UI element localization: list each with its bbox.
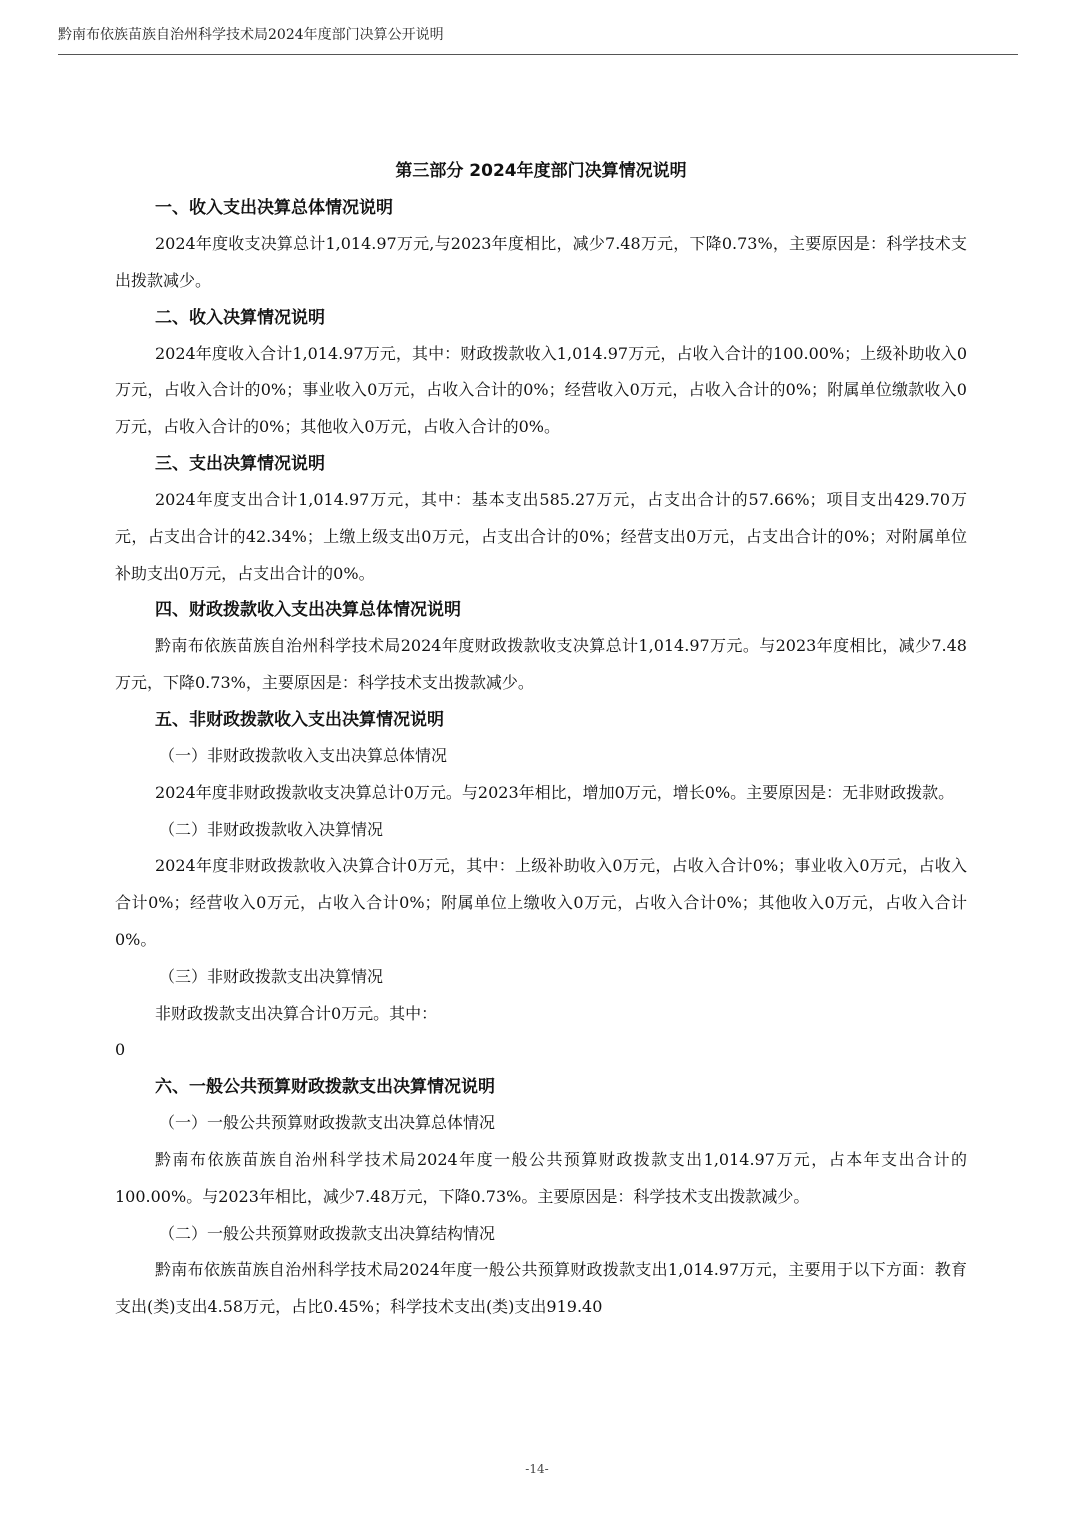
paragraph: 2024年度收入合计1,014.97万元，其中：财政拨款收入1,014.97万元，占收入合计的100.00%；上级补助收入0万元，占收入合计的0%；事业收入0万元，占收入合计的0%；经营收入0万元，占收入合计的0%；附属单位缴款收入0万元，占收入合计的0%；其他收入0万元，占收入合计的0%。 (115, 343, 967, 437)
paragraph-value: 0 (115, 1040, 126, 1060)
section-heading-6: 六、一般公共预算财政拨款支出决算情况说明 (155, 1077, 495, 1098)
page-number: -14- (525, 1462, 549, 1476)
paragraph: 黔南布依族苗族自治州科学技术局2024年度一般公共预算财政拨款支出1,014.97万元，占本年支出合计的100.00%。与2023年相比，减少7.48万元，下降0.73%。主要原因是：科学技术支出拨款减少。 (115, 1149, 967, 1206)
section-heading-5: 五、非财政拨款收入支出决算情况说明 (155, 709, 444, 730)
paragraph: 2024年度支出合计1,014.97万元，其中：基本支出585.27万元，占支出合计的57.66%；项目支出429.70万元，占支出合计的42.34%；上缴上级支出0万元，占支出合计的0%；经营支出0万元，占支出合计的0%；对附属单位补助支出0万元，占支出合计的0%。 (115, 489, 967, 583)
subsection-heading: （一）一般公共预算财政拨款支出决算总体情况 (159, 1113, 496, 1133)
section-heading-1: 一、收入支出决算总体情况说明 (155, 198, 393, 218)
paragraph: 2024年度非财政拨款收支决算总计0万元。与2023年相比，增加0万元，增长0%。主要原因是：无非财政拨款。 (155, 782, 955, 802)
document-body (115, 152, 967, 1326)
paragraph: 黔南布依族苗族自治州科学技术局2024年度一般公共预算财政拨款支出1,014.97万元，主要用于以下方面：教育支出(类)支出4.58万元，占比0.45%；科学技术支出(类)支出919.40 (115, 1260, 967, 1317)
section-heading-4: 四、财政拨款收入支出决算总体情况说明 (155, 600, 461, 621)
section-heading-2: 二、收入决算情况说明 (155, 307, 325, 328)
subsection-heading: （二）一般公共预算财政拨款支出决算结构情况 (159, 1223, 496, 1243)
paragraph: 2024年度收支决算总计1,014.97万元,与2023年度相比，减少7.48万元，下降0.73%，主要原因是：科学技术支出拨款减少。 (115, 234, 967, 290)
subsection-heading: （一）非财政拨款收入支出决算总体情况 (159, 745, 448, 765)
subsection-heading: （三）非财政拨款支出决算情况 (159, 966, 384, 986)
running-header: 黔南布依族苗族自治州科学技术局2024年度部门决算公开说明 (58, 27, 444, 43)
subsection-heading: （二）非财政拨款收入决算情况 (159, 819, 384, 839)
paragraph: 黔南布依族苗族自治州科学技术局2024年度财政拨款收支决算总计1,014.97万元。与2023年度相比，减少7.48万元，下降0.73%，主要原因是：科学技术支出拨款减少。 (115, 636, 967, 693)
page-title: 第三部分 2024年度部门决算情况说明 (395, 161, 687, 181)
header-divider (58, 54, 1018, 55)
paragraph: 2024年度非财政拨款收入决算合计0万元，其中：上级补助收入0万元，占收入合计0%；事业收入0万元，占收入合计0%；经营收入0万元，占收入合计0%；附属单位上缴收入0万元，占收入合计0%；其他收入0万元，占收入合计0%。 (115, 856, 967, 949)
section-heading-3: 三、支出决算情况说明 (155, 453, 325, 474)
paragraph: 非财政拨款支出决算合计0万元。其中： (155, 1003, 438, 1023)
